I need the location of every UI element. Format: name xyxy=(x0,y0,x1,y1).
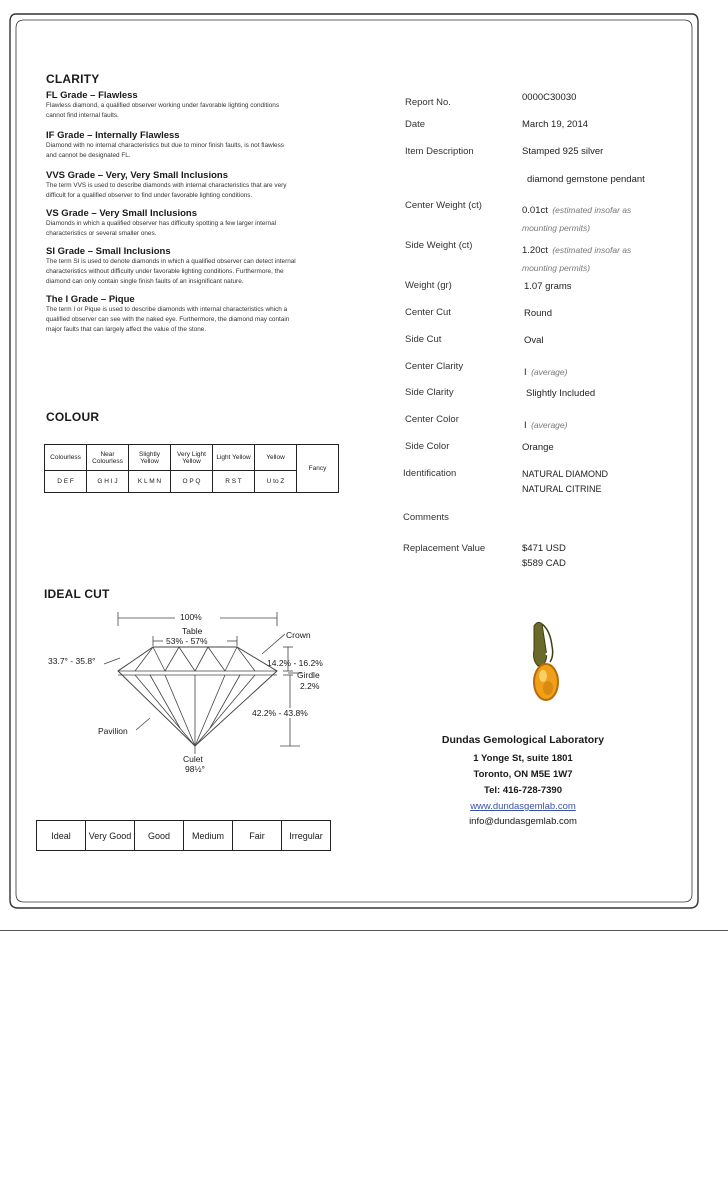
colour-col-top: Slightly Yellow xyxy=(129,445,171,471)
side-clarity-label: Side Clarity xyxy=(405,387,454,398)
center-color-label: Center Color xyxy=(405,414,459,425)
colour-col-bottom: D E F xyxy=(45,471,87,493)
cut-grade-cell: Medium xyxy=(184,821,233,851)
cut-grade-cell: Ideal xyxy=(37,821,86,851)
girdle-label: Girdle xyxy=(297,670,320,680)
replacement-usd: $471 USD xyxy=(522,543,566,554)
cut-grade-cell: Irregular xyxy=(282,821,331,851)
clarity-grades xyxy=(46,90,346,335)
lab-email: info@dundasgemlab.com xyxy=(469,816,577,827)
pavilion-depth-label: 42.2% - 43.8% xyxy=(252,708,308,718)
lab-address-1: 1 Yonge St, suite 1801 xyxy=(473,753,573,764)
grade-desc-line: Flawless diamond, a qualified observer working under favorable lighting conditions xyxy=(46,102,280,109)
cut-grade-cell: Fair xyxy=(233,821,282,851)
center-color-grade: I xyxy=(524,420,527,431)
table-range-label: 53% - 57% xyxy=(166,636,208,646)
side-cut-label: Side Cut xyxy=(405,334,442,345)
side-weight-value xyxy=(522,240,662,276)
width-label: 100% xyxy=(180,612,202,622)
item-description-value-2: diamond gemstone pendant xyxy=(527,174,645,185)
grade-name: VVS Grade – Very, Very Small Inclusions xyxy=(46,170,228,181)
grade-name: VS Grade – Very Small Inclusions xyxy=(46,208,198,219)
grade-desc-line: diamond can only contain single finish faults of an insignificant nature. xyxy=(46,278,244,285)
report-no-value: 0000C30030 xyxy=(522,92,577,103)
colour-col-bottom: O P Q xyxy=(171,471,213,493)
girdle-pct-label: 2.2% xyxy=(300,681,320,691)
grade-vs xyxy=(46,208,346,246)
colour-col-top: Fancy xyxy=(297,445,339,493)
date-value: March 19, 2014 xyxy=(522,119,589,130)
grade-desc-line: major faults that can largely affect the value of the stone. xyxy=(46,326,207,333)
grade-desc-line: Diamond with no internal characteristics but due to minor finish faults, is not flawless xyxy=(46,142,284,149)
cut-grade-cell: Very Good xyxy=(86,821,135,851)
lab-address-2: Toronto, ON M5E 1W7 xyxy=(473,769,573,780)
crown-angle-label: 33.7° - 35.8° xyxy=(48,656,96,666)
colour-col-bottom: K L M N xyxy=(129,471,171,493)
colour-col-bottom: U to Z xyxy=(255,471,297,493)
table-label: Table xyxy=(182,626,203,636)
center-weight-ct: 0.01ct xyxy=(522,205,548,216)
pavilion-label: Pavilion xyxy=(98,726,128,736)
colour-col-top: Very Light Yellow xyxy=(171,445,213,471)
lab-website-link[interactable]: www.dundasgemlab.com xyxy=(470,801,576,812)
clarity-title: CLARITY xyxy=(46,72,100,86)
center-clarity-grade: I xyxy=(524,367,527,378)
cut-grade-cell: Good xyxy=(135,821,184,851)
grade-desc-line: Diamonds in which a qualified observer has difficulty spotting a few larger internal xyxy=(46,220,277,227)
cut-grade-scale xyxy=(36,820,331,851)
side-cut-value: Oval xyxy=(524,335,544,346)
culet-pct-label: 98½° xyxy=(185,764,205,774)
ideal-cut-title: IDEAL CUT xyxy=(44,587,110,601)
side-color-label: Side Color xyxy=(405,441,450,452)
identification-value: NATURAL DIAMOND xyxy=(522,469,609,479)
grade-if xyxy=(46,130,346,170)
comments-label: Comments xyxy=(403,512,449,523)
grade-desc-line: The term SI is used to denote diamonds in which a qualified observer can detect internal xyxy=(46,258,296,265)
grade-i xyxy=(46,294,346,335)
colour-col-top: Near Colourless xyxy=(87,445,129,471)
weight-gr-value: 1.07 grams xyxy=(524,281,572,292)
crown-label: Crown xyxy=(286,630,311,640)
culet-label: Culet xyxy=(183,754,203,764)
center-weight-note: (estimated insofar as mounting permits) xyxy=(522,205,632,233)
center-cut-value: Round xyxy=(524,308,552,319)
grade-name: FL Grade – Flawless xyxy=(46,90,138,101)
side-weight-label: Side Weight (ct) xyxy=(405,240,473,251)
grade-name: IF Grade – Internally Flawless xyxy=(46,130,180,141)
report-row-report-no xyxy=(405,92,451,110)
colour-col-top: Light Yellow xyxy=(213,445,255,471)
center-color-value xyxy=(524,415,567,433)
colour-title: COLOUR xyxy=(46,410,100,424)
grade-name: SI Grade – Small Inclusions xyxy=(46,246,171,257)
colour-col-bottom: G H I J xyxy=(87,471,129,493)
center-color-note: (average) xyxy=(531,420,568,430)
colour-scale-table xyxy=(44,444,339,493)
pendant-image xyxy=(520,620,570,710)
pendant-drawing xyxy=(520,620,570,710)
replacement-cad: $589 CAD xyxy=(522,558,566,569)
center-weight-value xyxy=(522,200,662,236)
grade-si xyxy=(46,246,346,294)
grade-fl xyxy=(46,90,346,130)
crown-height-label: 14.2% - 16.2% xyxy=(267,658,323,668)
grade-desc-line: qualified observer can see with the naked eye. Furthermore, the diamond may contain xyxy=(46,316,290,323)
side-weight-ct: 1.20ct xyxy=(522,245,548,256)
grade-desc-line: difficult for a qualified observer to find under favorable lighting conditions. xyxy=(46,192,253,199)
grade-desc-line: The term VVS is used to describe diamonds with internal characteristics that are very xyxy=(46,182,287,189)
colour-col-top: Yellow xyxy=(255,445,297,471)
identification-value-2: NATURAL CITRINE xyxy=(522,484,602,494)
weight-gr-label: Weight (gr) xyxy=(405,280,452,291)
colour-col-bottom: R S T xyxy=(213,471,255,493)
grade-name: The I Grade – Pique xyxy=(46,294,135,305)
grade-vvs xyxy=(46,170,346,208)
date-label: Date xyxy=(405,119,426,130)
ideal-cut-diagram xyxy=(40,606,350,796)
side-clarity-value: Slightly Included xyxy=(526,388,596,399)
center-clarity-value xyxy=(524,362,567,380)
replacement-value-label: Replacement Value xyxy=(403,543,486,554)
lab-name: Dundas Gemological Laboratory xyxy=(441,734,605,746)
grade-desc-line: characteristics or several smaller ones. xyxy=(46,230,157,237)
identification-label: Identification xyxy=(403,468,457,479)
center-cut-label: Center Cut xyxy=(405,307,451,318)
field-label: Report No. xyxy=(405,97,451,108)
item-description-value: Stamped 925 silver xyxy=(522,146,604,157)
center-weight-label: Center Weight (ct) xyxy=(405,200,482,211)
grade-desc-line: The term I or Pique is used to describe diamonds with internal characteristics which a xyxy=(46,306,288,313)
center-clarity-note: (average) xyxy=(531,367,568,377)
page-scan-edge xyxy=(0,930,728,931)
colour-col-top: Colourless xyxy=(45,445,87,471)
item-description-label: Item Description xyxy=(405,146,474,157)
center-clarity-label: Center Clarity xyxy=(405,361,464,372)
lab-tel: Tel: 416-728-7390 xyxy=(484,785,562,796)
side-weight-note: (estimated insofar as mounting permits) xyxy=(522,245,632,273)
grade-desc-line: cannot find internal faults. xyxy=(46,112,119,119)
side-color-value: Orange xyxy=(522,442,554,453)
grade-desc-line: and cannot be designated FL. xyxy=(46,152,131,159)
grade-desc-line: characteristics without difficulty under favorable lighting conditions. Furthermore, the xyxy=(46,268,284,275)
